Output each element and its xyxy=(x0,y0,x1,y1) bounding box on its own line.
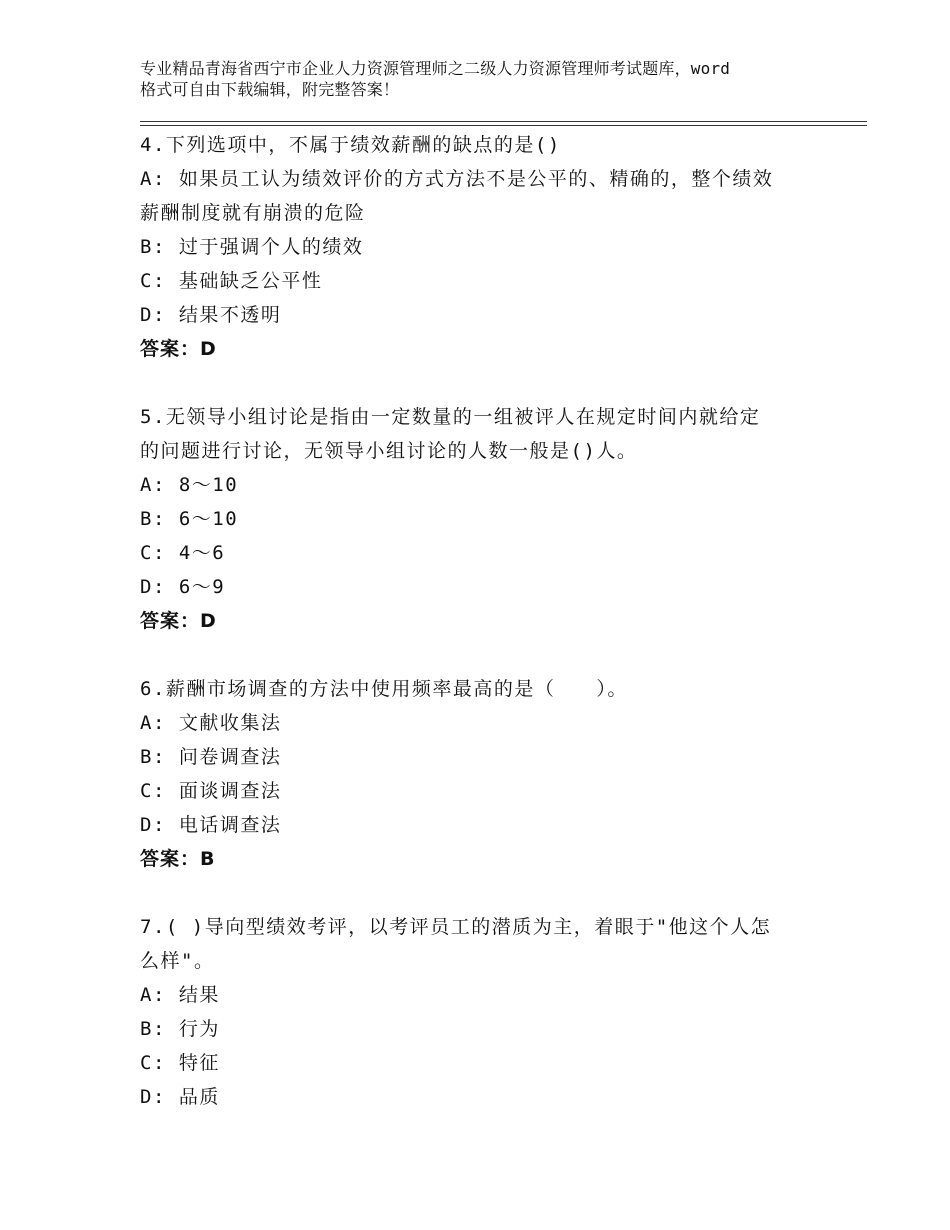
header-line-2: 格式可自由下载编辑，附完整答案！ xyxy=(140,80,400,99)
question-7 xyxy=(140,910,840,1114)
question-stem-continued: 的问题进行讨论，无领导小组讨论的人数一般是()人。 xyxy=(140,440,638,462)
option-d: D: 结果不透明 xyxy=(140,304,282,326)
question-stem: 6.薪酬市场调查的方法中使用频率最高的是（ ）。 xyxy=(140,678,628,700)
option-b: B: 6～10 xyxy=(140,508,239,530)
option-c: C: 特征 xyxy=(140,1052,220,1074)
option-c: C: 4～6 xyxy=(140,542,226,564)
question-list xyxy=(140,128,840,1114)
header-divider xyxy=(140,121,867,126)
question-stem-continued: 么样"。 xyxy=(140,950,215,972)
question-stem: 4.下列选项中，不属于绩效薪酬的缺点的是() xyxy=(140,134,561,156)
option-c: C: 面谈调查法 xyxy=(140,780,282,802)
option-a: A: 如果员工认为绩效评价的方式方法不是公平的、精确的，整个绩效 xyxy=(140,168,774,190)
question-stem: 7.( )导向型绩效考评，以考评员工的潜质为主，着眼于"他这个人怎 xyxy=(140,916,772,938)
option-a: A: 文献收集法 xyxy=(140,712,282,734)
question-5 xyxy=(140,400,840,638)
answer-label: 答案：D xyxy=(140,338,217,360)
document-header xyxy=(140,58,840,100)
option-d: D: 6～9 xyxy=(140,576,226,598)
option-b: B: 问卷调查法 xyxy=(140,746,282,768)
option-d: D: 电话调查法 xyxy=(140,814,282,836)
option-a: A: 结果 xyxy=(140,984,220,1006)
option-c: C: 基础缺乏公平性 xyxy=(140,270,323,292)
option-d: D: 品质 xyxy=(140,1086,220,1108)
answer-label: 答案：D xyxy=(140,610,217,632)
question-stem: 5.无领导小组讨论是指由一定数量的一组被评人在规定时间内就给定 xyxy=(140,406,761,428)
question-6 xyxy=(140,672,840,876)
question-4 xyxy=(140,128,840,366)
option-b: B: 行为 xyxy=(140,1018,220,1040)
option-b: B: 过于强调个人的绩效 xyxy=(140,236,364,258)
answer-label: 答案：B xyxy=(140,848,216,870)
option-a: A: 8～10 xyxy=(140,474,239,496)
header-line-1: 专业精品青海省西宁市企业人力资源管理师之二级人力资源管理师考试题库，word xyxy=(140,59,731,78)
option-a-continued: 薪酬制度就有崩溃的危险 xyxy=(140,202,366,224)
